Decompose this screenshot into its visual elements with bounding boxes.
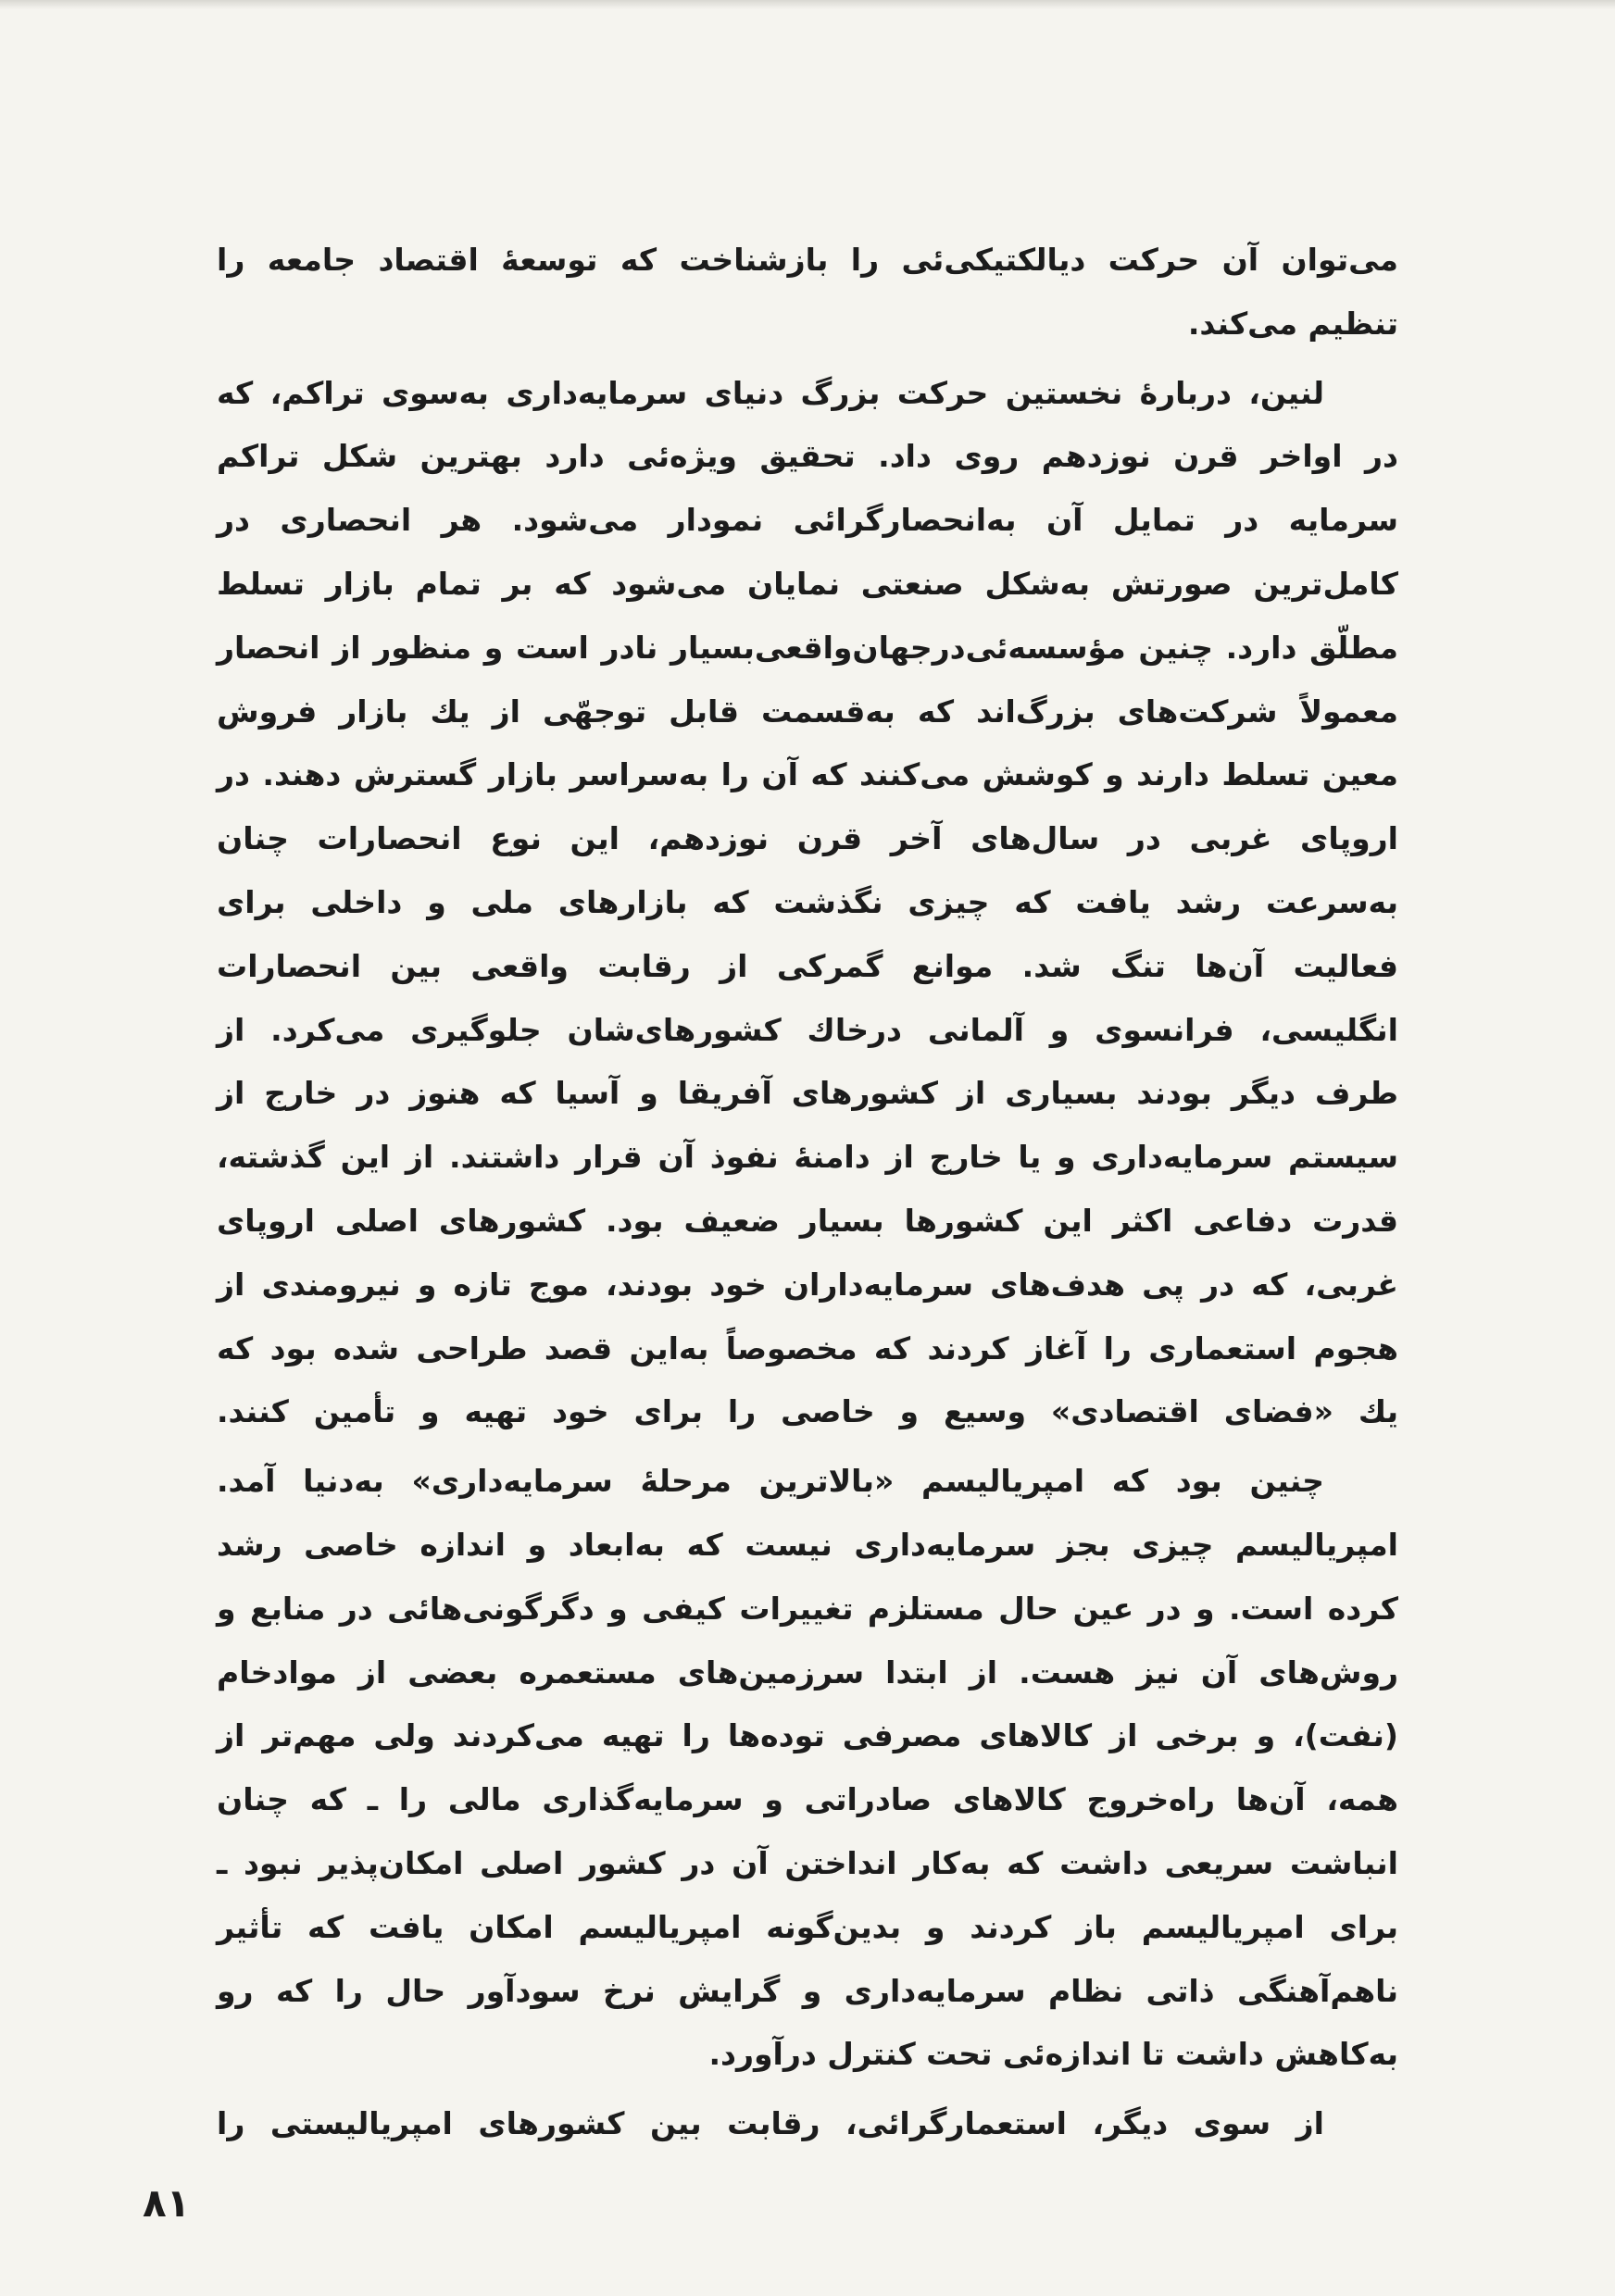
text-line: لنین، دربارهٔ نخستین حرکت بزرگ دنیای سرمایه‌داری به‌سوی تراکم، که <box>217 374 1324 411</box>
paragraph <box>217 362 1398 1445</box>
text-line: می‌توان آن حرکت دیالکتیکی‌ئی را بازشناخت که توسعهٔ اقتصاد جامعه را <box>217 242 1398 278</box>
text-line: قدرت دفاعی اکثر این کشورها بسیار ضعیف بود. کشورهای اصلی اروپای <box>217 1202 1398 1239</box>
text-line: در اواخر قرن نوزدهم روی داد. تحقیق ویژه‌ئی دارد بهترین شکل تراکم <box>217 438 1398 475</box>
text-block <box>217 229 1398 2156</box>
text-line: (نفت)، و برخی از کالاهای مصرفی توده‌ها را تهیه می‌کردند ولی مهم‌تر از <box>217 1717 1398 1754</box>
text-line: فعالیت آن‌ها تنگ شد. موانع گمرکی از رقابت واقعی بین انحصارات <box>217 947 1398 984</box>
text-line: معین تسلط دارند و کوشش می‌کنند که آن را به‌سراسر بازار گسترش دهند. در <box>217 756 1398 793</box>
text-line: چنین بود که امپریالیسم «بالاترین مرحلهٔ سرمایه‌داری» به‌دنیا آمد. <box>217 1463 1324 1500</box>
text-line: همه، آن‌ها راه‌خروج کالاهای صادراتی و سرمایه‌گذاری مالی را ـ که چنان <box>217 1781 1398 1818</box>
text-line: برای امپریالیسم باز کردند و بدین‌گونه امپریالیسم امکان یافت که تأثیر <box>217 1908 1398 1945</box>
text-line: سیستم سرمایه‌داری و یا خارج از دامنهٔ نفوذ آن قرار داشتند. از این گذشته، <box>217 1139 1398 1176</box>
text-line: کرده است. و در عین حال مستلزم تغییرات کیفی و دگرگونی‌هائی در منابع و <box>217 1590 1398 1627</box>
paragraph <box>217 2092 1398 2156</box>
paragraph <box>217 1450 1398 2087</box>
text-line: از سوی دیگر، استعمارگرائی، رقابت بین کشورهای امپریالیستی را <box>217 2105 1324 2142</box>
text-line: تنظیم می‌کند. <box>1187 305 1398 342</box>
text-line: انگلیسی، فرانسوی و آلمانی درخاك کشورهای‌شان جلوگیری می‌کرد. از <box>217 1011 1398 1048</box>
text-line: طرف دیگر بودند بسیاری از کشورهای آفریقا و آسیا که هنوز در خارج از <box>217 1075 1398 1112</box>
text-line: هجوم استعماری را آغاز کردند که مخصوصاً به‌این قصد طراحی شده بود که <box>217 1329 1398 1366</box>
text-line: غربی، که در پی هدف‌های سرمایه‌داران خود بودند، موج تازه و نیرومندی از <box>217 1266 1398 1303</box>
text-line: مطلّق دارد. چنین مؤسسه‌ئی‌درجهان‌واقعی‌بسیار نادر است و منظور از انحصار <box>217 629 1398 666</box>
text-line: به‌کاهش داشت تا اندازه‌ئی تحت کنترل درآورد. <box>708 2036 1398 2073</box>
page-number: ۸۱ <box>143 2180 191 2226</box>
scan-top-edge <box>0 0 1615 9</box>
text-line: به‌سرعت رشد یافت که چیزی نگذشت که بازارهای ملی و داخلی برای <box>217 883 1398 920</box>
text-line: یك «فضای اقتصادی» وسیع و خاصی را برای خود تهیه و تأمین کنند. <box>217 1393 1398 1430</box>
text-line: سرمایه در تمایل آن به‌انحصارگرائی نمودار می‌شود. هر انحصاری در <box>217 502 1398 539</box>
text-line: روش‌های آن نیز هست. از ابتدا سرزمین‌های مستعمره بعضی از موادخام <box>217 1653 1398 1691</box>
text-line: اروپای غربی در سال‌های آخر قرن نوزدهم، این نوع انحصارات چنان <box>217 820 1398 857</box>
text-line: امپریالیسم چیزی بجز سرمایه‌داری نیست که به‌ابعاد و اندازه خاصی رشد <box>217 1526 1398 1563</box>
text-line: انباشت سریعی داشت که به‌کار انداختن آن در کشور اصلی امکان‌پذیر نبود ـ <box>217 1844 1398 1881</box>
text-line: معمولاً شرکت‌های بزرگ‌اند که به‌قسمت قابل توجهّی از یك بازار فروش <box>217 693 1398 730</box>
text-line: کامل‌ترین صورتش به‌شکل صنعتی نمایان می‌شود که بر تمام بازار تسلط <box>217 565 1398 602</box>
paragraph <box>217 229 1398 356</box>
text-line: ناهم‌آهنگی ذاتی نظام سرمایه‌داری و گرایش نرخ سودآور حال را که رو <box>217 1972 1398 2009</box>
